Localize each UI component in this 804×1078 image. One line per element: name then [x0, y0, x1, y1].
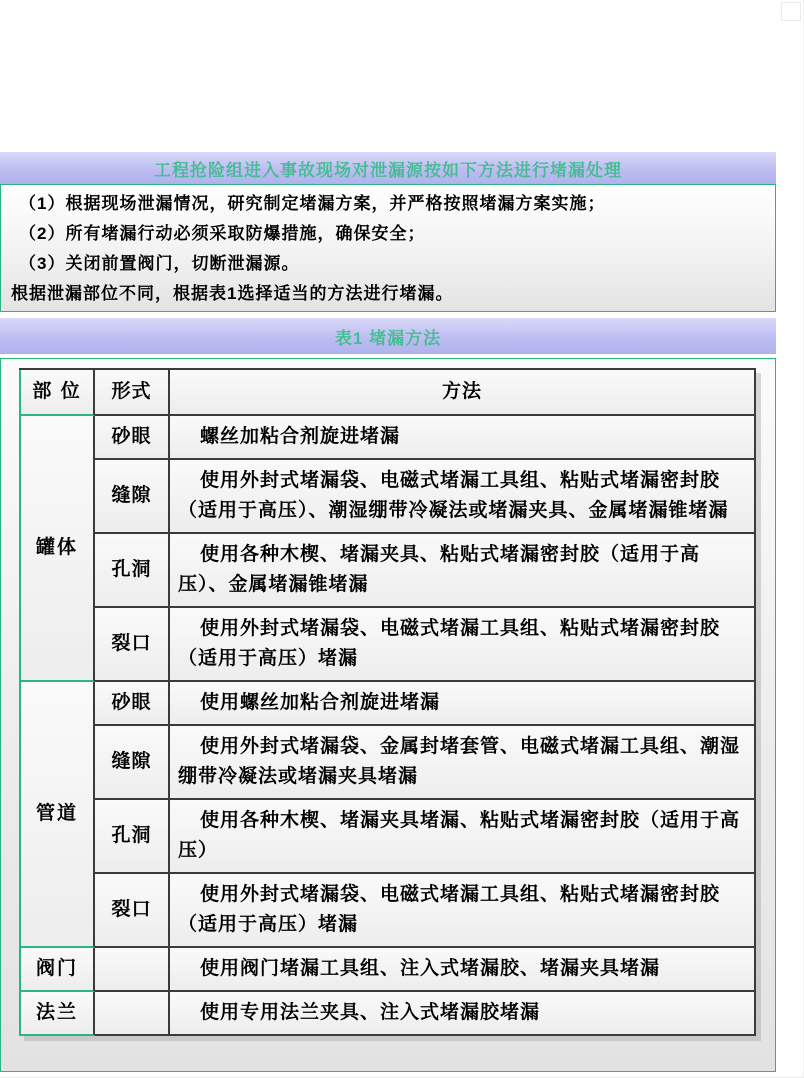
form-cell — [95, 948, 170, 992]
form-cell: 砂眼 — [95, 682, 170, 726]
form-cell — [95, 992, 170, 1036]
method-cell: 使用专用法兰夹具、注入式堵漏胶堵漏 — [170, 992, 756, 1036]
header-method: 方法 — [170, 370, 756, 416]
section1-title: 工程抢险组进入事故现场对泄漏源按如下方法进行堵漏处理 — [154, 160, 622, 180]
form-cell: 孔洞 — [95, 800, 170, 874]
table-row — [19, 726, 756, 800]
leak-methods-table — [19, 368, 756, 1036]
part-cell: 罐体 — [19, 416, 95, 682]
table-row — [19, 534, 756, 608]
method-cell: 螺丝加粘合剂旋进堵漏 — [170, 416, 756, 460]
table-row — [19, 416, 756, 460]
instruction-footer: 根据泄漏部位不同，根据表1选择适当的方法进行堵漏。 — [11, 284, 454, 303]
method-cell: 使用各种木楔、堵漏夹具、粘贴式堵漏密封胶（适用于高压）、金属堵漏锥堵漏 — [170, 534, 756, 608]
table-row — [19, 874, 756, 948]
method-cell: 使用外封式堵漏袋、电磁式堵漏工具组、粘贴式堵漏密封胶（适用于高压）、潮湿绷带冷凝法或堵漏夹具、金属堵漏锥堵漏 — [170, 460, 756, 534]
part-cell: 管道 — [19, 682, 95, 948]
table-row — [19, 608, 756, 682]
instructions-box — [0, 184, 776, 312]
form-cell: 裂口 — [95, 874, 170, 948]
part-cell: 阀门 — [19, 948, 95, 992]
header-part: 部 位 — [19, 370, 95, 416]
header-form: 形式 — [95, 370, 170, 416]
table-row — [19, 948, 756, 992]
instruction-item: （1）根据现场泄漏情况，研究制定堵漏方案，并严格按照堵漏方案实施； — [19, 194, 606, 213]
form-cell: 裂口 — [95, 608, 170, 682]
table-row — [19, 460, 756, 534]
part-cell: 法兰 — [19, 992, 95, 1036]
instruction-list — [11, 189, 767, 279]
form-cell: 孔洞 — [95, 534, 170, 608]
instruction-item: （3）关闭前置阀门，切断泄漏源。 — [19, 254, 300, 273]
table-box — [0, 358, 776, 1072]
method-cell: 使用螺丝加粘合剂旋进堵漏 — [170, 682, 756, 726]
method-cell: 使用阀门堵漏工具组、注入式堵漏胶、堵漏夹具堵漏 — [170, 948, 756, 992]
form-cell: 砂眼 — [95, 416, 170, 460]
top-right-empty-box — [781, 2, 801, 21]
document-body — [0, 152, 776, 1072]
method-cell: 使用外封式堵漏袋、电磁式堵漏工具组、粘贴式堵漏密封胶（适用于高压）堵漏 — [170, 608, 756, 682]
table-title-bar — [0, 318, 776, 354]
method-cell: 使用外封式堵漏袋、电磁式堵漏工具组、粘贴式堵漏密封胶（适用于高压）堵漏 — [170, 874, 756, 948]
table-row — [19, 682, 756, 726]
instruction-item: （2）所有堵漏行动必须采取防爆措施，确保安全； — [19, 224, 426, 243]
table-header-row — [19, 370, 756, 416]
method-cell: 使用各种木楔、堵漏夹具堵漏、粘贴式堵漏密封胶（适用于高压） — [170, 800, 756, 874]
table-title: 表1 堵漏方法 — [334, 328, 442, 348]
table-row — [19, 800, 756, 874]
method-cell: 使用外封式堵漏袋、金属封堵套管、电磁式堵漏工具组、潮湿绷带冷凝法或堵漏夹具堵漏 — [170, 726, 756, 800]
form-cell: 缝隙 — [95, 726, 170, 800]
section1-title-bar — [0, 152, 776, 184]
form-cell: 缝隙 — [95, 460, 170, 534]
table-row — [19, 992, 756, 1036]
